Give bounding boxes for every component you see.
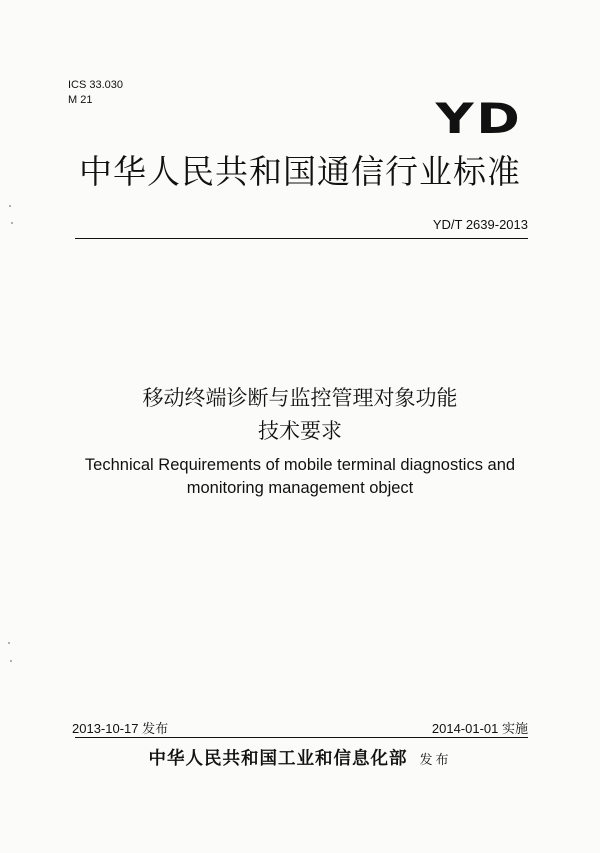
chinese-title-line-2: 技术要求: [258, 419, 342, 443]
header-divider: [75, 238, 528, 239]
scan-speck: [11, 222, 13, 224]
scan-speck: [10, 660, 12, 662]
english-title-line-1: Technical Requirements of mobile terminal diagnostics and: [84, 456, 516, 474]
publish-label: 发布: [419, 753, 452, 768]
chinese-title-line-1: 移动终端诊断与监控管理对象功能: [142, 386, 458, 410]
publisher-organization: 中华人民共和国工业和信息化部: [148, 749, 408, 769]
yd-logo: YD: [435, 94, 522, 143]
issue-date: 2013-10-17 发布: [72, 721, 169, 736]
industry-standard-heading: 中华人民共和国通信行业标准: [79, 152, 521, 191]
chinese-title: [0, 382, 600, 448]
scan-speck: [8, 642, 10, 644]
english-title: [0, 454, 600, 500]
implementation-date: 2014-01-01 实施: [431, 721, 528, 736]
ics-code: ICS 33.030: [68, 79, 124, 91]
ccs-code: M 21: [68, 94, 93, 106]
footer-divider: [75, 737, 528, 738]
classification-codes: [68, 78, 123, 108]
scan-speck: [9, 205, 11, 207]
english-title-line-2: monitoring management object: [186, 479, 414, 497]
standard-number: YD/T 2639-2013: [432, 217, 528, 232]
publisher-line: [0, 746, 600, 774]
